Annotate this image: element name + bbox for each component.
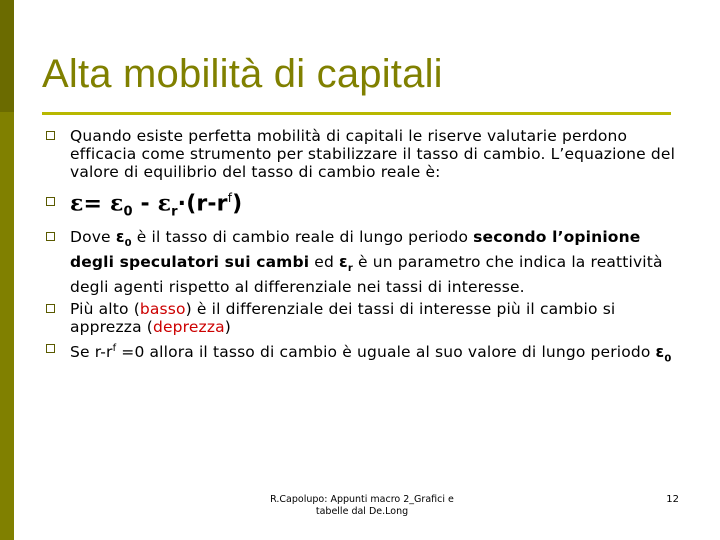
- bullet-1-text: Quando esiste perfetta mobilità di capitali le riserve valutarie perdono efficacia come strumento per stabilizzare il tasso di cambio. L’equazione del valore di equilibrio del tasso di cambio reale è:: [70, 127, 676, 181]
- left-accent-bar: [0, 0, 14, 540]
- bullet-item-5: [46, 340, 686, 368]
- footer-line-2: tabelle dal De.Long: [315, 506, 409, 517]
- formula-epsilon-0: ε: [109, 190, 124, 217]
- formula-equals: =: [83, 191, 110, 217]
- bullet-3-epsilon-r: ε: [339, 252, 348, 271]
- bullet-5-epsilon: ε: [655, 343, 665, 362]
- square-bullet-icon: [46, 344, 55, 353]
- page-number: 12: [666, 494, 679, 505]
- formula-minus: -: [132, 191, 158, 217]
- bullet-4-text-c: ): [224, 317, 231, 336]
- square-bullet-icon: [46, 131, 55, 140]
- bullet-3-epsilon: ε: [115, 227, 125, 246]
- bullet-item-1: [46, 127, 686, 181]
- formula-paren-close: ): [232, 191, 243, 217]
- slide-title: Alta mobilità di capitali: [42, 52, 443, 96]
- square-bullet-icon: [46, 304, 55, 313]
- title-underline: [42, 112, 671, 115]
- formula-epsilon: ε: [70, 190, 84, 217]
- bullet-item-3: [46, 228, 686, 296]
- bullet-3-bold-text: secondo l’opinione degli speculatori sui cambi: [70, 227, 641, 271]
- bullet-5-sub-0: 0: [664, 353, 672, 365]
- square-bullet-icon: [46, 232, 55, 241]
- slide-footer: [248, 494, 476, 518]
- bullet-4-red-deprezza: deprezza: [153, 317, 225, 336]
- bullet-5-sup-f: f: [112, 342, 117, 354]
- formula-sub-r: r: [171, 204, 178, 220]
- formula-sub-0: 0: [123, 204, 133, 220]
- bullet-item-4: [46, 300, 686, 336]
- bullet-item-formula: [46, 185, 686, 226]
- bullet-4-text-a: Più alto (: [70, 299, 140, 318]
- footer-line-1: R.Capolupo: Appunti macro 2_Grafici e: [270, 494, 454, 505]
- square-bullet-icon: [46, 197, 55, 206]
- bullet-3-text-a: Dove: [70, 227, 116, 246]
- formula-paren-open: (r-r: [186, 191, 228, 217]
- bullet-5-text-b: =0 allora il tasso di cambio è uguale al suo valore di lungo periodo: [116, 343, 656, 362]
- formula-dot: ·: [177, 191, 187, 217]
- formula-sup-f: f: [227, 191, 233, 205]
- bullet-3-text-d: è un parametro che indica la reattività degli agenti rispetto al differenziale nei tassi di interesse.: [70, 252, 663, 296]
- bullet-3-sub-r: r: [347, 262, 353, 274]
- bullet-list: [46, 127, 686, 372]
- bullet-3-sub-0: 0: [124, 237, 132, 249]
- left-accent-bar-top: [0, 0, 14, 112]
- bullet-3-text-c: ed: [309, 252, 340, 271]
- formula-epsilon-r: ε: [157, 190, 172, 217]
- bullet-3-text-b: è il tasso di cambio reale di lungo periodo: [131, 227, 474, 246]
- bullet-5-text-a: Se r-r: [70, 343, 113, 362]
- bullet-4-red-basso: basso: [139, 299, 186, 318]
- bullet-4-text-b: ) è il differenziale dei tassi di interesse più il cambio si apprezza (: [70, 299, 616, 336]
